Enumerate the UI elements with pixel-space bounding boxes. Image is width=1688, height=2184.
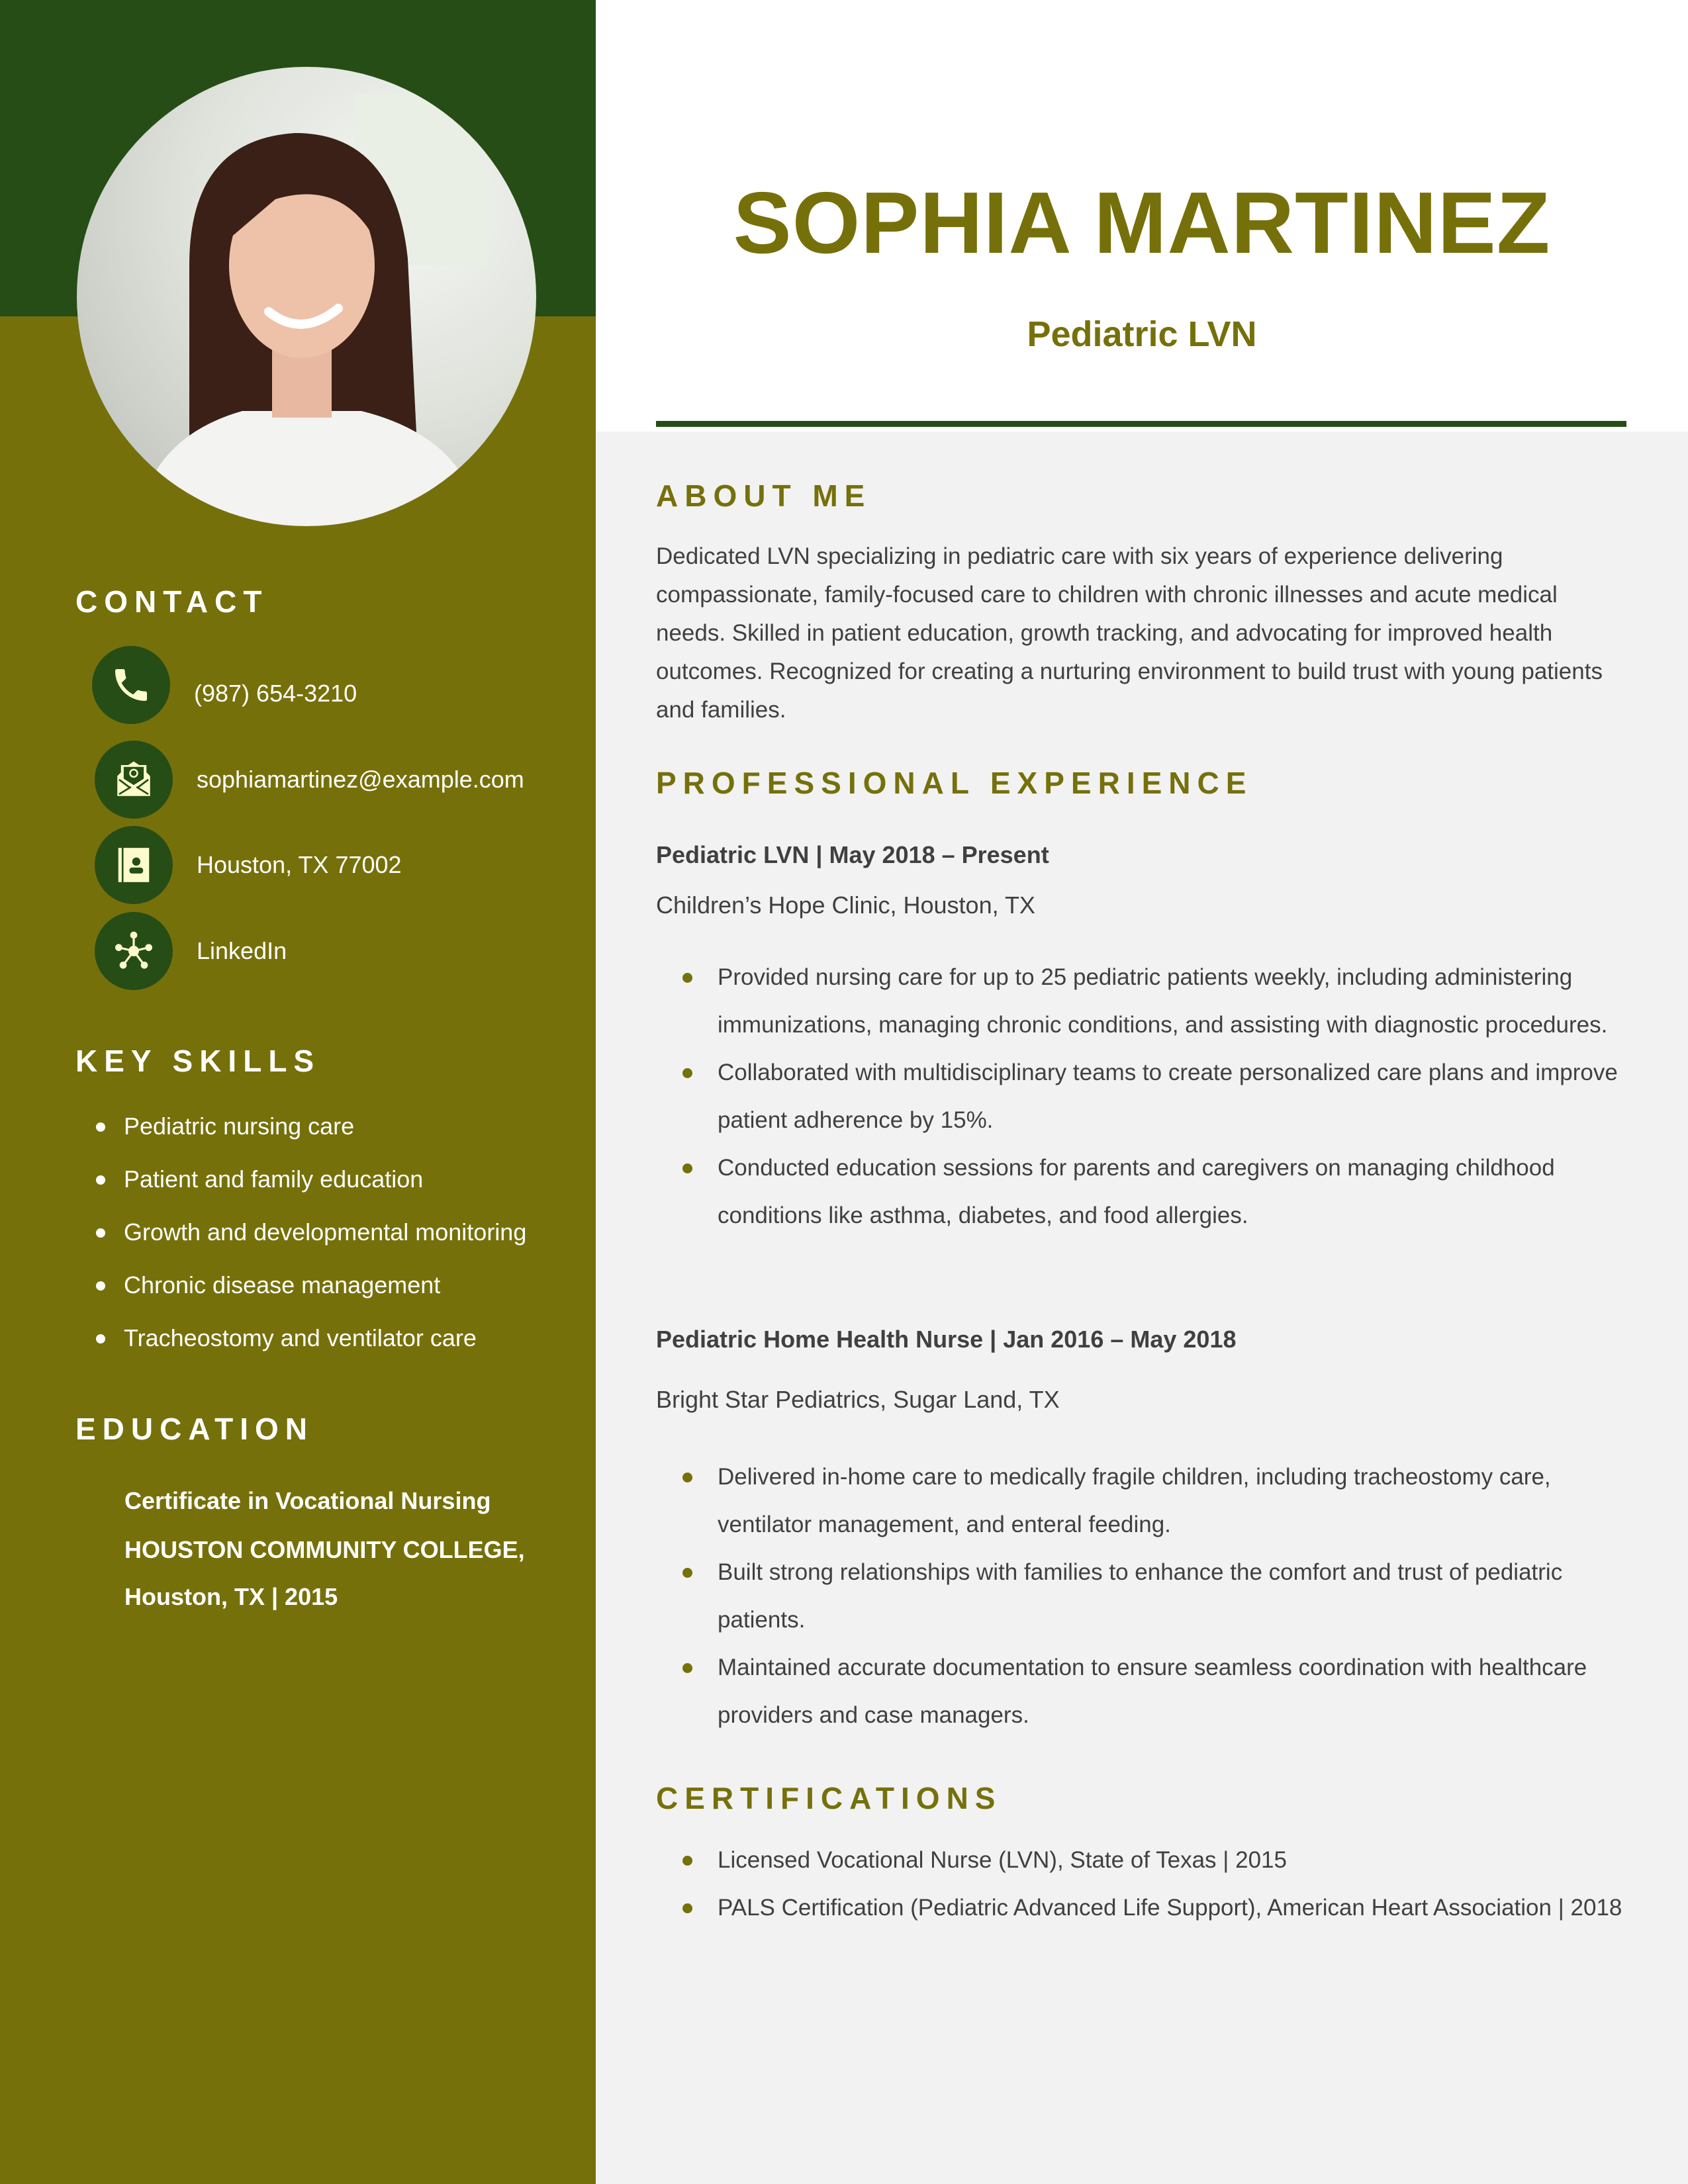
job-2-bullets	[656, 1453, 1626, 1739]
job-title-1: Pediatric LVN | May 2018 – Present	[656, 841, 1049, 868]
certifications-heading: CERTIFICATIONS	[656, 1781, 1002, 1815]
education-school: HOUSTON COMMUNITY COLLEGE,	[124, 1536, 525, 1563]
contact-email[interactable]: sophiamartinez@example.com	[197, 766, 524, 793]
list-item: Licensed Vocational Nurse (LVN), State of Texas | 2015	[656, 1837, 1626, 1884]
candidate-name: SOPHIA MARTINEZ	[733, 174, 1551, 271]
list-item: Provided nursing care for up to 25 pediatric patients weekly, including administering immunizations, managing chronic conditions, and assisting with diagnostic procedures.	[656, 954, 1626, 1049]
profile-photo	[77, 67, 536, 526]
education-heading: EDUCATION	[75, 1412, 314, 1446]
list-item: Built strong relationships with families to enhance the comfort and trust of pediatric patients.	[656, 1549, 1626, 1644]
job-company-2: Bright Star Pediatrics, Sugar Land, TX	[656, 1386, 1060, 1413]
contact-phone: (987) 654-3210	[194, 680, 357, 707]
job-title: Pediatric LVN	[1027, 314, 1257, 354]
list-item: Conducted education sessions for parents and caregivers on managing childhood conditions like asthma, diabetes, and food allergies.	[656, 1144, 1626, 1240]
education-degree: Certificate in Vocational Nursing	[124, 1487, 491, 1514]
job-title-2: Pediatric Home Health Nurse | Jan 2016 – May 2018	[656, 1326, 1237, 1353]
address-book-icon	[95, 826, 173, 904]
contact-location: Houston, TX 77002	[197, 851, 402, 878]
about-heading: ABOUT ME	[656, 478, 872, 513]
certifications-list	[656, 1837, 1626, 1932]
education-location-year: Houston, TX | 2015	[124, 1583, 338, 1610]
experience-heading: PROFESSIONAL EXPERIENCE	[656, 766, 1253, 800]
network-icon	[95, 912, 173, 990]
job-1-bullets	[656, 954, 1626, 1240]
list-item: Delivered in-home care to medically fragile children, including tracheostomy care, ventilator management, and enteral feeding.	[656, 1453, 1626, 1549]
list-item: PALS Certification (Pediatric Advanced Life Support), American Heart Association | 2018	[656, 1884, 1626, 1932]
job-company-1: Children’s Hope Clinic, Houston, TX	[656, 891, 1035, 919]
email-icon	[95, 741, 173, 819]
header-divider	[656, 421, 1626, 427]
list-item: Collaborated with multidisciplinary teams to create personalized care plans and improve patient adherence by 15%.	[656, 1049, 1626, 1144]
list-item: Maintained accurate documentation to ensure seamless coordination with healthcare providers and case managers.	[656, 1644, 1626, 1739]
phone-icon	[92, 646, 170, 724]
skills-heading: KEY SKILLS	[75, 1044, 321, 1078]
about-text: Dedicated LVN specializing in pediatric care with six years of experience delivering compassionate, family-focused care to children with chronic illnesses and acute medical needs. Skilled in patient education, growth tracking, and advocating for improved health outcomes. Recognized for creating a nurturing environment to build trust with young patients and families.	[656, 543, 1603, 723]
contact-linkedin[interactable]: LinkedIn	[197, 937, 287, 964]
contact-heading: CONTACT	[75, 584, 269, 619]
